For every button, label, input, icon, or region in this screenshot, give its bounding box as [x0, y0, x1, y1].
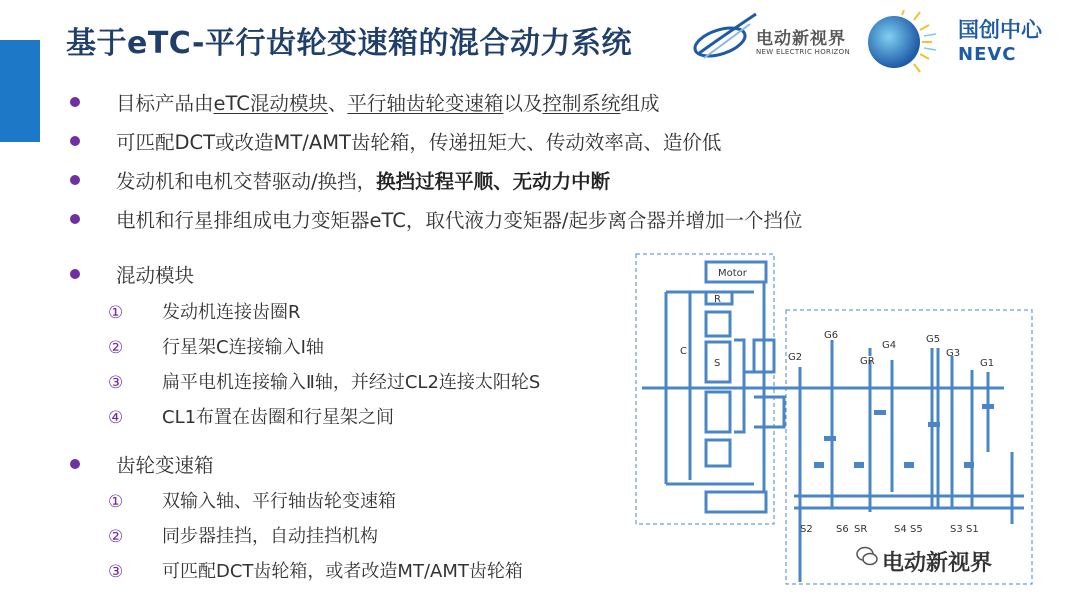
gear-label: G5 — [926, 334, 941, 345]
sub-item: ② 行星架C连接输入Ⅰ轴 — [108, 337, 324, 358]
gear-label: G6 — [824, 330, 839, 341]
brand-logo-electric-horizon — [690, 8, 860, 68]
sync-label: S4 — [894, 524, 907, 535]
ring-label: R — [714, 294, 721, 305]
motor-label: Motor — [718, 268, 747, 279]
sync-label: S2 — [800, 524, 813, 535]
gear-label: G2 — [788, 352, 803, 363]
bullet-text: 可匹配DCT或改造MT/AMT齿轮箱，传递扭矩大、传动效率高、造价低 — [116, 131, 722, 154]
globe-icon — [858, 10, 954, 74]
powertrain-diagram — [634, 252, 1038, 588]
bullet-dot — [70, 175, 80, 185]
sync-label: S5 — [910, 524, 923, 535]
sync-label: S1 — [966, 524, 979, 535]
brand2-en: NEVC — [958, 44, 1017, 65]
sun-label: S — [714, 358, 721, 369]
bullet-text: 电机和行星排组成电力变矩器eTC，取代液力变矩器/起步离合器并增加一个挡位 — [116, 209, 803, 232]
sub-item: ① 发动机连接齿圈R — [108, 302, 301, 323]
swoosh-icon — [690, 8, 760, 68]
brand-logo-nevc — [858, 10, 1058, 74]
brand1-cn: 电动新视界 — [756, 29, 846, 49]
bullet-dot — [70, 136, 80, 146]
sync-label: SR — [854, 524, 868, 535]
brand1-en: NEW ELECTRIC HORIZON — [756, 48, 850, 56]
sub-item: ④ CL1布置在齿圈和行星架之间 — [108, 407, 395, 428]
bullet-text: 发动机和电机交替驱动/换挡，换挡过程平顺、无动力中断 — [116, 170, 611, 193]
sub-item: ② 同步器挂挡，自动挂挡机构 — [108, 526, 378, 547]
carrier-label: C — [680, 346, 687, 357]
bullet-dot — [70, 459, 80, 469]
bullet-dot — [70, 214, 80, 224]
gear-label: G1 — [980, 358, 995, 369]
page-title: 基于eTC-平行齿轮变速箱的混合动力系统 — [66, 26, 632, 61]
sub-item: ③ 可匹配DCT齿轮箱，或者改造MT/AMT齿轮箱 — [108, 561, 523, 582]
sync-label: S3 — [950, 524, 963, 535]
sub-item: ① 双输入轴、平行轴齿轮变速箱 — [108, 491, 396, 512]
gear-label: G4 — [882, 340, 897, 351]
bullet-text: 目标产品由eTC混动模块、平行轴齿轮变速箱以及控制系统组成 — [116, 92, 660, 115]
section-heading: 混动模块 — [116, 264, 195, 287]
bullet-dot — [70, 269, 80, 279]
sync-label: S6 — [836, 524, 849, 535]
section-heading: 齿轮变速箱 — [116, 454, 214, 477]
wechat-icon — [856, 545, 878, 567]
gear-label: GR — [860, 356, 875, 367]
brand2-cn: 国创中心 — [958, 18, 1042, 42]
gear-label: G3 — [946, 348, 961, 359]
bullet-dot — [70, 97, 80, 107]
gearbox-box — [786, 310, 1032, 584]
accent-bar — [0, 40, 40, 142]
sub-item: ③ 扁平电机连接输入Ⅱ轴，并经过CL2连接太阳轮S — [108, 372, 541, 393]
watermark: 电动新视界 — [882, 551, 993, 576]
